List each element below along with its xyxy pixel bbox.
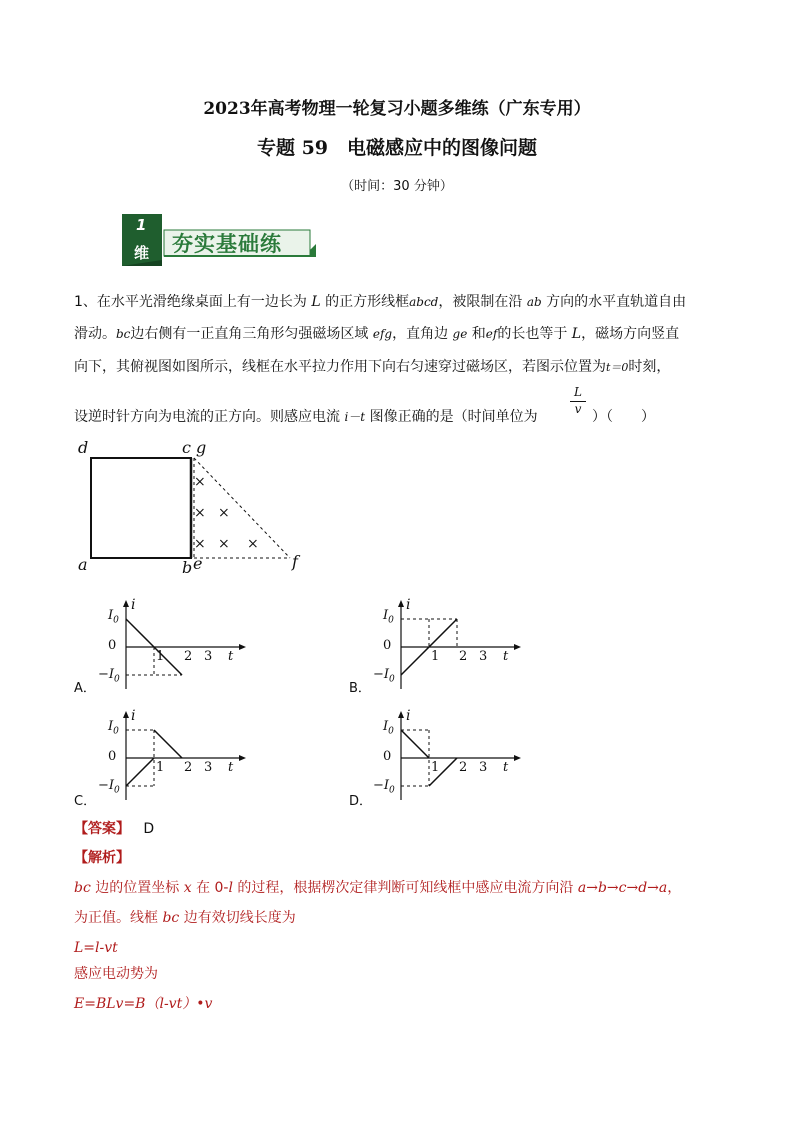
field-mark: ×: [218, 536, 230, 552]
field-mark: ×: [194, 536, 206, 552]
label-f: f: [292, 552, 298, 571]
label-d: d: [78, 438, 89, 457]
option-c[interactable]: i $I_0$ 0 $-I_0$ 1 2 3 t C．: [74, 708, 254, 808]
analysis-equation-2: E=BLv=B（l-vt）•v: [74, 996, 213, 1012]
question-line-4-end: ）（ ）: [592, 409, 655, 425]
answer-line: [74, 820, 154, 838]
option-a-label: A．: [74, 681, 96, 696]
loop-and-field-figure: [74, 438, 314, 578]
option-d-label: D．: [349, 794, 373, 809]
analysis-line-1: bc 边的位置坐标 x 在 0-l 的过程，根据楞次定律判断可知线框中感应电流方向沿 a→b→c→d→a，: [74, 880, 682, 896]
question-line-4: 设逆时针方向为电流的正方向。则感应电流 i－t 图像正确的是（时间单位为: [74, 409, 538, 425]
analysis-line-3: 感应电动势为: [74, 966, 158, 982]
badge-suffix: 维: [134, 244, 150, 262]
label-g: g: [196, 438, 207, 457]
field-mark: ×: [247, 536, 259, 552]
field-mark: ×: [218, 505, 230, 521]
field-mark: ×: [194, 505, 206, 521]
section-badge: [122, 214, 322, 268]
option-a[interactable]: i $I_0$ 0 $-I_0$ 1 2 3 t A．: [74, 597, 254, 697]
label-e: e: [193, 554, 203, 573]
label-b: b: [182, 558, 193, 577]
answer-value: D: [143, 821, 155, 837]
option-b[interactable]: i $I_0$ 0 $-I_0$ 1 2 3 t B．: [349, 597, 529, 697]
badge-label: 夯实基础练: [172, 232, 282, 256]
time-unit-fraction: L v: [570, 385, 586, 416]
question-number: 1、: [74, 294, 97, 310]
document-title: 2023年高考物理一轮复习小题多维练（广东专用）: [203, 99, 591, 119]
label-c: c: [182, 438, 191, 457]
question-line-2: 滑动。bc边右侧有一正直角三角形匀强磁场区域 efg，直角边 ge 和ef的长也等于 L，磁场方向竖直: [74, 326, 680, 342]
question-line-3: 向下，其俯视图如图所示，线框在水平拉力作用下向右匀速穿过磁场区，若图示位置为t＝0时刻，: [74, 359, 671, 375]
option-d[interactable]: i $I_0$ 0 $-I_0$ 1 2 3 t D．: [349, 708, 529, 808]
field-mark: ×: [194, 474, 206, 490]
option-b-label: B．: [349, 681, 371, 696]
analysis-equation-1: L=l-vt: [74, 940, 118, 956]
question-line-1: 1、在水平光滑绝缘桌面上有一边长为 L 的正方形线框abcd，被限制在沿 ab 方向的水平直轨道自由: [74, 294, 687, 310]
analysis-label: 【解析】: [74, 850, 130, 866]
time-limit: （时间：30 分钟）: [341, 179, 453, 194]
option-c-label: C．: [74, 794, 97, 809]
badge-number: 1: [136, 216, 147, 234]
answer-label: 【答案】: [74, 821, 130, 837]
label-a: a: [78, 555, 88, 574]
analysis-line-2: 为正值。线框 bc 边有效切线长度为: [74, 910, 296, 926]
topic-title: 专题 59 电磁感应中的图像问题: [256, 137, 538, 159]
